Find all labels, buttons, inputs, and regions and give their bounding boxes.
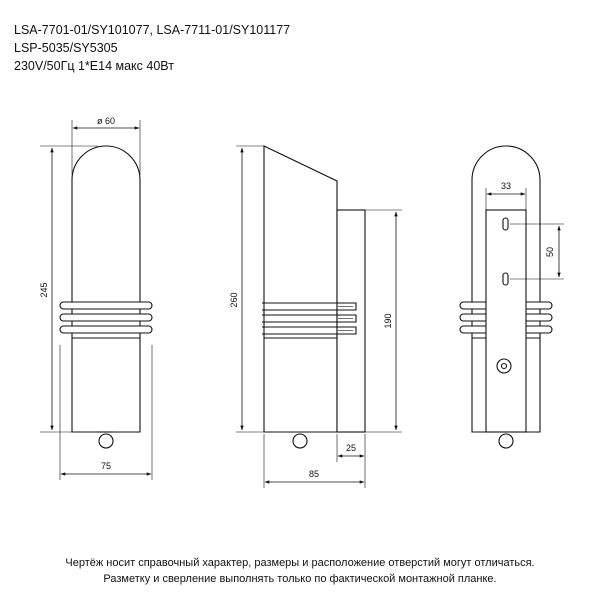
side-height-label: 260 bbox=[229, 292, 239, 308]
side-wall-plate bbox=[337, 210, 365, 432]
back-switch bbox=[497, 359, 511, 373]
front-height-label: 245 bbox=[39, 282, 49, 298]
side-bracket-height-label: 190 bbox=[383, 313, 393, 329]
back-mounting-plate bbox=[486, 210, 526, 432]
disclaimer-line-2: Разметку и сверление выполнять только по фактической монтажной планке. bbox=[103, 573, 497, 585]
back-bottom-knob bbox=[499, 434, 513, 448]
back-view bbox=[460, 146, 564, 448]
back-hole-spacing-label: 50 bbox=[545, 246, 555, 258]
model-numbers-line-1: LSA-7701-01/SY101077, LSA-7711-01/SY101177 bbox=[14, 23, 291, 37]
front-decorative-rings bbox=[60, 302, 152, 333]
electrical-specs: 230V/50Гц 1*E14 макс 40Вт bbox=[14, 59, 174, 73]
back-plate-width-label: 33 bbox=[500, 181, 512, 191]
model-numbers-line-2: LSP-5035/SY5305 bbox=[14, 41, 118, 55]
front-width-label: 75 bbox=[100, 461, 112, 471]
back-mounting-slot-upper bbox=[503, 218, 508, 230]
side-depth-label: 85 bbox=[308, 469, 320, 479]
side-lamp-body bbox=[264, 146, 337, 432]
side-plate-depth-label: 25 bbox=[345, 443, 357, 453]
front-bottom-knob bbox=[99, 434, 113, 448]
front-diameter-label: ø 60 bbox=[96, 116, 116, 126]
back-mounting-slot-lower bbox=[503, 273, 508, 285]
disclaimer-line-1: Чертёж носит справочный характер, размеры и расположение отверстий могут отличаться. bbox=[65, 557, 535, 569]
front-view bbox=[40, 120, 152, 480]
side-bottom-knob bbox=[293, 434, 307, 448]
side-view bbox=[236, 146, 402, 488]
front-lamp-body bbox=[72, 146, 140, 432]
